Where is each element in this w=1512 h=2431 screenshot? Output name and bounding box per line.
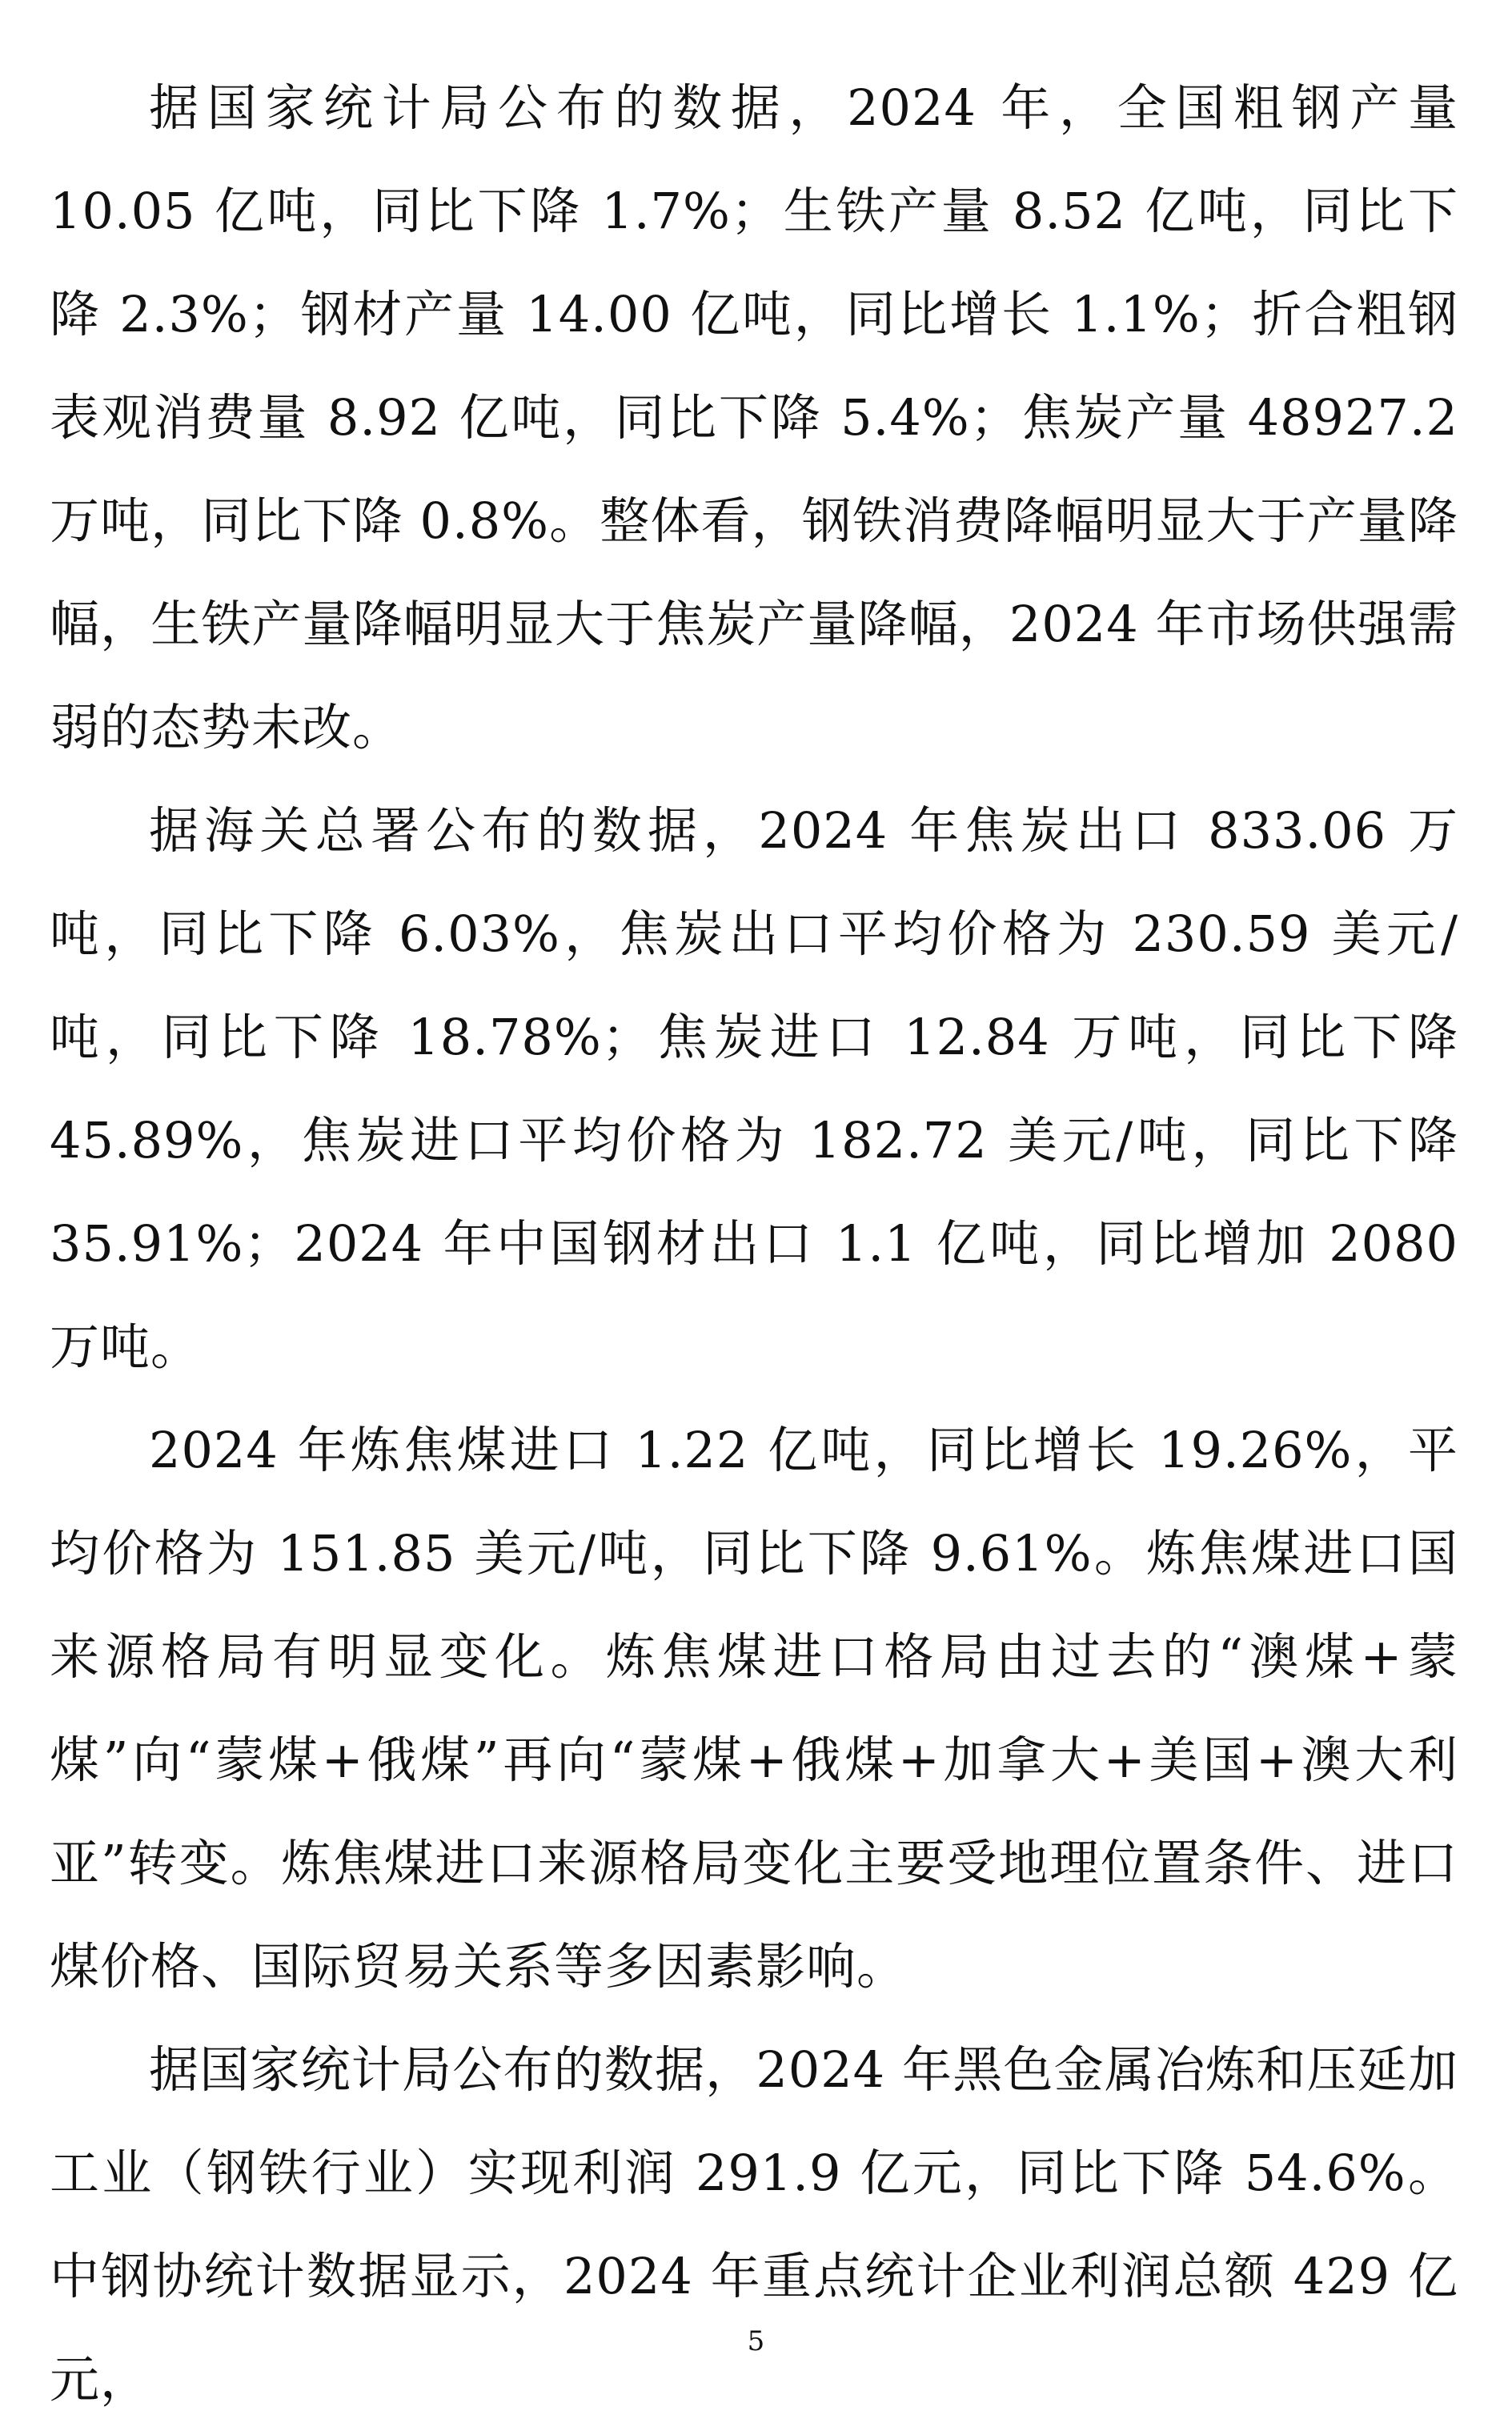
paragraph-steel-industry-profit: 据国家统计局公布的数据，2024 年黑色金属冶炼和压延加工业（钢铁行业）实现利润 291.9 亿元，同比下降 54.6%。中钢协统计数据显示，2024 年重点统计企业利润总额 429 亿元，: [50, 2040, 1458, 2409]
document-body: [50, 56, 1458, 2431]
paragraph-coking-coal-imports: 2024 年炼焦煤进口 1.22 亿吨，同比增长 19.26%，平均价格为 151.85 美元/吨，同比下降 9.61%。炼焦煤进口国来源格局有明显变化。炼焦煤进口格局由过去的“澳煤+蒙煤”向“蒙煤+俄煤”再向“蒙煤+俄煤+加拿大+美国+澳大利亚”转变。炼焦煤进口来源格局变化主要受地理位置条件、进口煤价格、国际贸易关系等多因素影响。: [50, 1421, 1458, 1996]
paragraph-steel-production: 据国家统计局公布的数据，2024 年，全国粗钢产量 10.05 亿吨，同比下降 1.7%；生铁产量 8.52 亿吨，同比下降 2.3%；钢材产量 14.00 亿吨，同比增长 1.1%；折合粗钢表观消费量 8.92 亿吨，同比下降 5.4%；焦炭产量 48927.2 万吨，同比下降 0.8%。整体看，钢铁消费降幅明显大于产量降幅，生铁产量降幅明显大于焦炭产量降幅，2024 年市场供强需弱的态势未改。: [50, 78, 1458, 756]
paragraph-customs-coke-trade: 据海关总署公布的数据，2024 年焦炭出口 833.06 万吨，同比下降 6.03%，焦炭出口平均价格为 230.59 美元/吨，同比下降 18.78%；焦炭进口 12.84 万吨，同比下降 45.89%，焦炭进口平均价格为 182.72 美元/吨，同比下降 35.91%；2024 年中国钢材出口 1.1 亿吨，同比增加 2080 万吨。: [50, 801, 1458, 1376]
page-number: 5: [747, 2325, 765, 2357]
